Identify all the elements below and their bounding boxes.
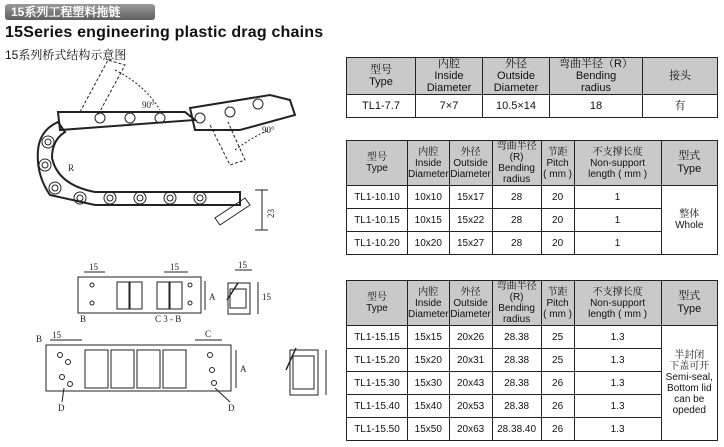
cell-inside: 15x50	[408, 418, 450, 441]
side-profile-upper	[227, 270, 258, 314]
cell-outside: 20x53	[449, 395, 492, 418]
cell-radius: 28	[492, 232, 541, 255]
cell-radius: 28.38	[492, 372, 541, 395]
cell-inside: 10x10	[408, 186, 450, 209]
dim-15-c: 15	[262, 292, 271, 302]
radius-label: R	[68, 163, 75, 173]
cell-pitch: 20	[541, 232, 574, 255]
angle-top-label: 90°	[142, 100, 155, 110]
cell-type: TL1-10.15	[347, 209, 408, 232]
cell-radius: 18	[550, 95, 643, 118]
spec-table-tl1-15	[346, 280, 718, 441]
cell-outside: 10.5×14	[483, 95, 550, 118]
cell-inside: 15x20	[408, 349, 450, 372]
height-label: 23	[266, 209, 276, 218]
cell-outside: 20x43	[449, 372, 492, 395]
cell-type: TL1-15.30	[347, 372, 408, 395]
cell-nonsupport: 1	[574, 232, 661, 255]
cell-inside: 15x40	[408, 395, 450, 418]
header-inside: 内腔 Inside Diameter	[416, 58, 483, 95]
side-profile-lower	[286, 348, 326, 395]
table-row	[347, 186, 718, 209]
cell-pitch: 20	[541, 186, 574, 209]
cell-pitch: 26	[541, 395, 574, 418]
cell-radius: 28	[492, 209, 541, 232]
cell-joint: 有	[643, 95, 718, 118]
header-type: 型号 Type	[347, 281, 408, 326]
cell-type: TL1-10.10	[347, 186, 408, 209]
dim-15-side: 15	[238, 260, 247, 270]
header-radius: 弯曲半径（R） Bending radius	[550, 58, 643, 95]
cell-inside: 7×7	[416, 95, 483, 118]
cell-nonsupport: 1.3	[574, 349, 661, 372]
header-type: 型号 Type	[347, 58, 416, 95]
header-radius: 弯曲半径(R) Bending radius	[492, 281, 541, 326]
table-header-row	[347, 58, 718, 95]
header-nonsupport: 不支撑长度 Non-support length ( mm )	[574, 141, 661, 186]
cell-radius: 28.38	[492, 349, 541, 372]
series-badge-text: 15系列工程塑料拖链	[11, 5, 121, 19]
cell-pitch: 25	[541, 326, 574, 349]
header-radius: 弯曲半径(R) Bending radius	[492, 141, 541, 186]
cell-outside: 15x22	[449, 209, 492, 232]
cell-inside: 10x15	[408, 209, 450, 232]
top-view-lower	[46, 340, 236, 402]
cell-radius: 28	[492, 186, 541, 209]
dim-c2: C	[205, 329, 212, 339]
cell-nonsupport: 1	[574, 186, 661, 209]
cell-nonsupport: 1.3	[574, 418, 661, 441]
dim-15-b: 15	[170, 262, 179, 272]
cell-radius: 28.38	[492, 395, 541, 418]
dim-b-b: B	[36, 334, 43, 344]
header-outside: 外径 Outside Diameter	[483, 58, 550, 95]
header-style: 型式 Type	[661, 141, 717, 186]
cell-inside: 15x15	[408, 326, 450, 349]
cell-type: TL1-15.40	[347, 395, 408, 418]
cell-inside: 10x20	[408, 232, 450, 255]
cell-nonsupport: 1.3	[574, 372, 661, 395]
header-inside: 内腔 Inside Diameter	[408, 141, 450, 186]
header-pitch: 节距 Pitch ( mm )	[541, 141, 574, 186]
header-inside: 内腔 Inside Diameter	[408, 281, 450, 326]
header-type: 型号 Type	[347, 141, 408, 186]
angle-right-label: 90°	[262, 125, 275, 135]
cell-type: TL1-15.15	[347, 326, 408, 349]
table-row	[347, 326, 718, 349]
cell-nonsupport: 1.3	[574, 326, 661, 349]
cell-type: TL1-15.20	[347, 349, 408, 372]
cell-style-semiseal: 半封闭 下盖可开 Semi-seal, Bottom lid can be opeded	[661, 326, 717, 441]
cell-outside: 20x63	[449, 418, 492, 441]
header-nonsupport: 不支撑长度 Non-support length ( mm )	[574, 281, 661, 326]
page-title: 15Series engineering plastic drag chains	[5, 24, 324, 41]
cell-pitch: 20	[541, 209, 574, 232]
cell-inside: 15x30	[408, 372, 450, 395]
cell-type: TL1-10.20	[347, 232, 408, 255]
header-outside: 外径 Outside Diameter	[449, 141, 492, 186]
dim-15-d: 15	[52, 330, 61, 340]
cell-outside: 20x31	[449, 349, 492, 372]
header-joint: 接头	[643, 58, 718, 95]
top-view-upper	[78, 272, 205, 313]
cell-pitch: 26	[541, 418, 574, 441]
dim-a2: A	[240, 364, 247, 374]
spec-table-tl1-10	[346, 140, 718, 255]
cell-pitch: 26	[541, 372, 574, 395]
dim-d-a: D	[58, 403, 65, 413]
cell-outside: 20x26	[449, 326, 492, 349]
cell-type: TL1-15.50	[347, 418, 408, 441]
dim-a: A	[209, 292, 216, 302]
page-subtitle: 15系列桥式结构示意图	[5, 48, 127, 62]
cell-radius: 28.38	[492, 326, 541, 349]
cell-nonsupport: 1.3	[574, 395, 661, 418]
table-header-row	[347, 141, 718, 186]
header-pitch: 节距 Pitch ( mm )	[541, 281, 574, 326]
dim-15-a: 15	[89, 262, 98, 272]
cell-radius: 28.38.40	[492, 418, 541, 441]
table-header-row	[347, 281, 718, 326]
cell-outside: 15x27	[449, 232, 492, 255]
spec-table-tl1-7	[346, 57, 718, 118]
dim-d-b: D	[228, 403, 235, 413]
dim-b-a: B	[80, 314, 87, 324]
cell-type: TL1-7.7	[347, 95, 416, 118]
cell-nonsupport: 1	[574, 209, 661, 232]
cell-pitch: 25	[541, 349, 574, 372]
table-row	[347, 95, 718, 118]
cell-outside: 15x17	[449, 186, 492, 209]
dim-c3b: C 3 - B	[155, 314, 182, 324]
header-outside: 外径 Outside Diameter	[449, 281, 492, 326]
header-style: 型式 Type	[661, 281, 717, 326]
cell-style-whole: 整体 Whole	[661, 186, 717, 255]
chain-links	[38, 60, 295, 230]
